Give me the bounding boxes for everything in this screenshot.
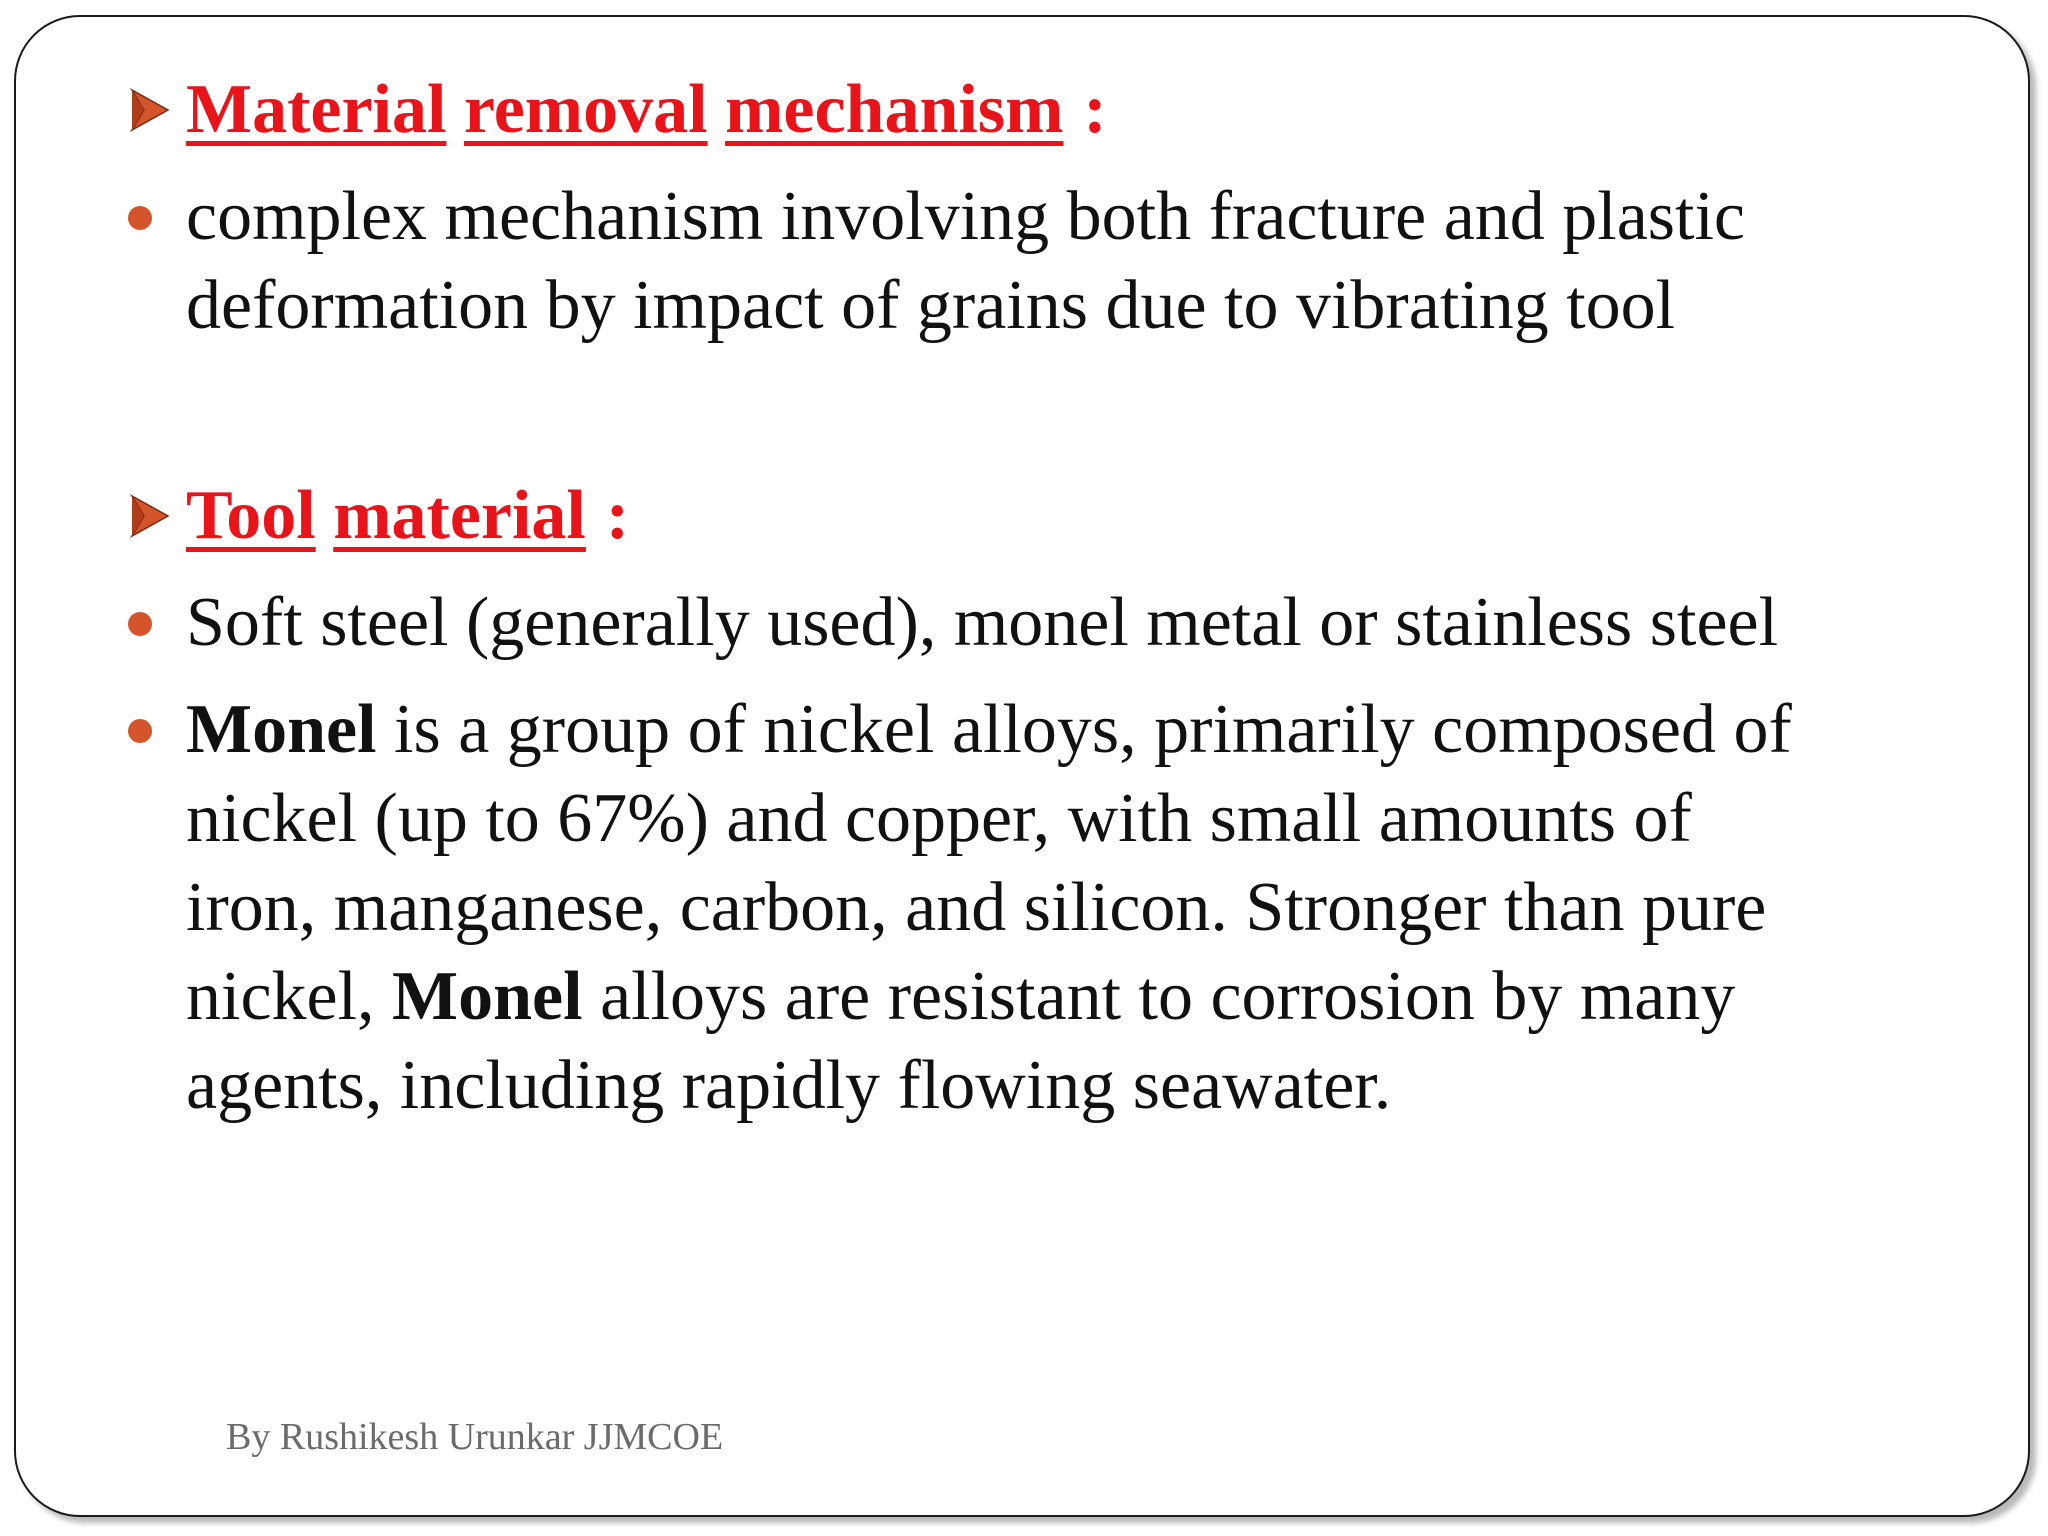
- heading-colon: :: [605, 477, 630, 554]
- bullet-soft-steel: [186, 578, 1778, 667]
- heading-word: material: [333, 477, 586, 554]
- heading-word: removal: [463, 71, 708, 148]
- heading-title: [186, 71, 1064, 148]
- bullet-line: deformation by impact of grains due to vibrating tool: [186, 267, 1676, 344]
- heading-word: Material: [186, 71, 447, 148]
- bullet-line: iron, manganese, carbon, and silicon. Stronger than pure: [186, 869, 1767, 946]
- heading-colon: :: [1083, 71, 1107, 148]
- bold-term: Monel: [392, 958, 583, 1035]
- text-run: nickel,: [186, 958, 393, 1035]
- heading-title: [186, 477, 586, 554]
- footer-author: By Rushikesh Urunkar JJMCOE: [226, 1416, 724, 1458]
- bullet-removal-mechanism: [186, 172, 1745, 350]
- bullet-dot-icon: [128, 206, 152, 230]
- text-run: alloys are resistant to corrosion by many: [582, 958, 1736, 1035]
- bullet-line: [186, 685, 1792, 774]
- bold-term: Monel: [186, 691, 377, 768]
- bullet-line: [186, 952, 1792, 1041]
- bullet-line: Soft steel (generally used), monel metal or stainless steel: [186, 584, 1779, 661]
- bullet-line: nickel (up to 67%) and copper, with small amounts of: [186, 780, 1692, 857]
- heading-word: mechanism: [725, 71, 1064, 148]
- bullet-line: complex mechanism involving both fracture and plastic: [186, 178, 1746, 255]
- bullet-monel-description: [186, 685, 1792, 1130]
- heading-material-removal-mechanism: [130, 60, 1107, 160]
- bullet-dot-icon: [128, 719, 152, 743]
- bullet-dot-icon: [128, 612, 152, 636]
- text-run: is a group of nickel alloys, primarily composed of: [376, 691, 1792, 768]
- heading-word: Tool: [186, 477, 316, 554]
- heading-tool-material: [130, 466, 629, 566]
- arrow-right-icon: [130, 494, 170, 538]
- arrow-right-icon: [130, 88, 170, 132]
- bullet-line: agents, including rapidly flowing seawater.: [186, 1047, 1392, 1124]
